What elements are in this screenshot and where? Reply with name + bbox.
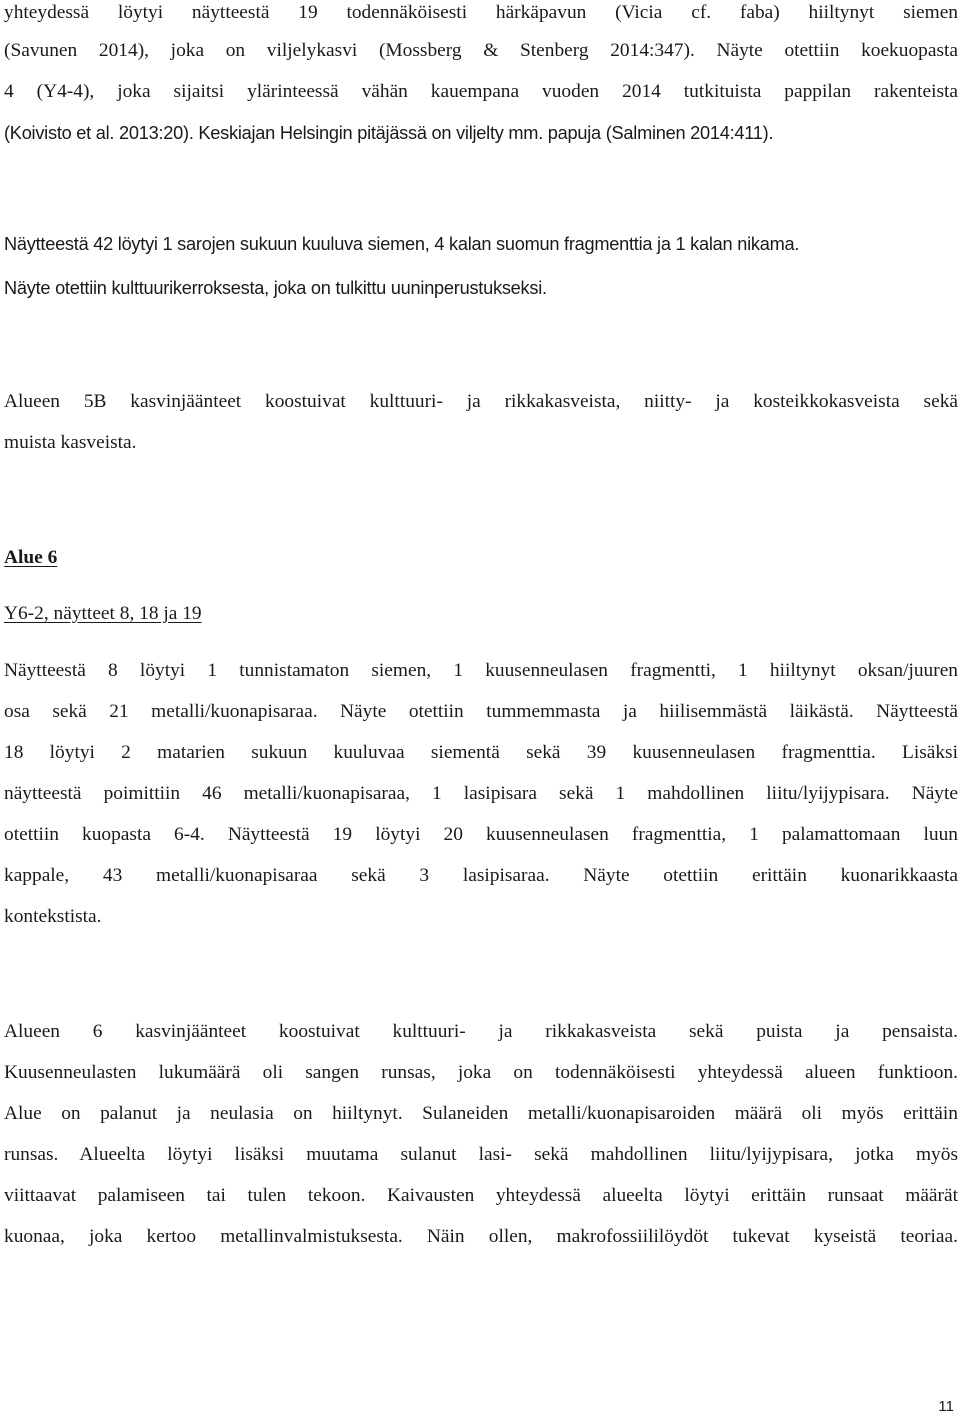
- section-subheading: Y6-2, näytteet 8, 18 ja 19: [4, 603, 202, 624]
- text-line: näytteestä poimittiin 46 metalli/kuonapisaraa, 1 lasipisara sekä 1 mahdollinen liitu/lyijypisara. Näyte: [4, 783, 958, 804]
- text-line: 4 (Y4-4), joka sijaitsi ylärinteessä vähän kauempana vuoden 2014 tutkituista pappilan rakenteista: [4, 81, 958, 102]
- text-line: muista kasveista.: [4, 432, 137, 453]
- text-line: Näytteestä 42 löytyi 1 sarojen sukuun kuuluva siemen, 4 kalan suomun fragmenttia ja 1 kalan nikama.: [4, 234, 800, 254]
- text-line: kappale, 43 metalli/kuonapisaraa sekä 3 lasipisaraa. Näyte otettiin erittäin kuonarikkaasta: [4, 865, 958, 886]
- text-line: Näytteestä 8 löytyi 1 tunnistamaton siemen, 1 kuusenneulasen fragmentti, 1 hiiltynyt oksan/juuren: [4, 660, 958, 681]
- text-line: otettiin kuopasta 6-4. Näytteestä 19 löytyi 20 kuusenneulasen fragmenttia, 1 palamattomaan luun: [4, 824, 958, 845]
- text-line: Näyte otettiin kulttuurikerroksesta, joka on tulkittu uuninperustukseksi.: [4, 278, 547, 298]
- text-line: 18 löytyi 2 matarien sukuun kuuluvaa siementä sekä 39 kuusenneulasen fragmenttia. Lisäksi: [4, 742, 958, 763]
- text-line: Alueen 6 kasvinjäänteet koostuivat kulttuuri- ja rikkakasveista sekä puista ja pensaista.: [4, 1021, 958, 1042]
- text-line: (Savunen 2014), joka on viljelykasvi (Mossberg & Stenberg 2014:347). Näyte otettiin koekuopasta: [4, 40, 958, 61]
- text-line: (Koivisto et al. 2013:20). Keskiajan Helsingin pitäjässä on viljelty mm. papuja (Salminen 2014:411).: [4, 123, 774, 143]
- text-line: osa sekä 21 metalli/kuonapisaraa. Näyte otettiin tummemmasta ja hiilisemmästä läikästä. Näytteestä: [4, 701, 958, 722]
- text-line: viittaavat palamiseen tai tulen tekoon. Kaivausten yhteydessä alueelta löytyi erittäin runsaat määrät: [4, 1185, 958, 1206]
- text-line: Alueen 5B kasvinjäänteet koostuivat kulttuuri- ja rikkakasveista, niitty- ja kosteikkokasveista sekä: [4, 391, 958, 412]
- text-line: Alue on palanut ja neulasia on hiiltynyt. Sulaneiden metalli/kuonapisaroiden määrä oli myös erittäin: [4, 1103, 958, 1124]
- text-line: kuonaa, joka kertoo metallinvalmistuksesta. Näin ollen, makrofossiililöydöt tukevat kyseistä teoriaa.: [4, 1226, 958, 1247]
- text-line: yhteydessä löytyi näytteestä 19 todennäköisesti härkäpavun (Vicia cf. faba) hiiltynyt siemen: [4, 2, 958, 23]
- text-line: Kuusenneulasten lukumäärä oli sangen runsas, joka on todennäköisesti yhteydessä alueen funktioon.: [4, 1062, 958, 1083]
- text-line: runsas. Alueelta löytyi lisäksi muutama sulanut lasi- sekä mahdollinen liitu/lyijypisara, jotka myös: [4, 1144, 958, 1165]
- text-line: kontekstista.: [4, 906, 102, 927]
- section-heading: Alue 6: [4, 547, 58, 568]
- page-number: 11: [938, 1398, 954, 1415]
